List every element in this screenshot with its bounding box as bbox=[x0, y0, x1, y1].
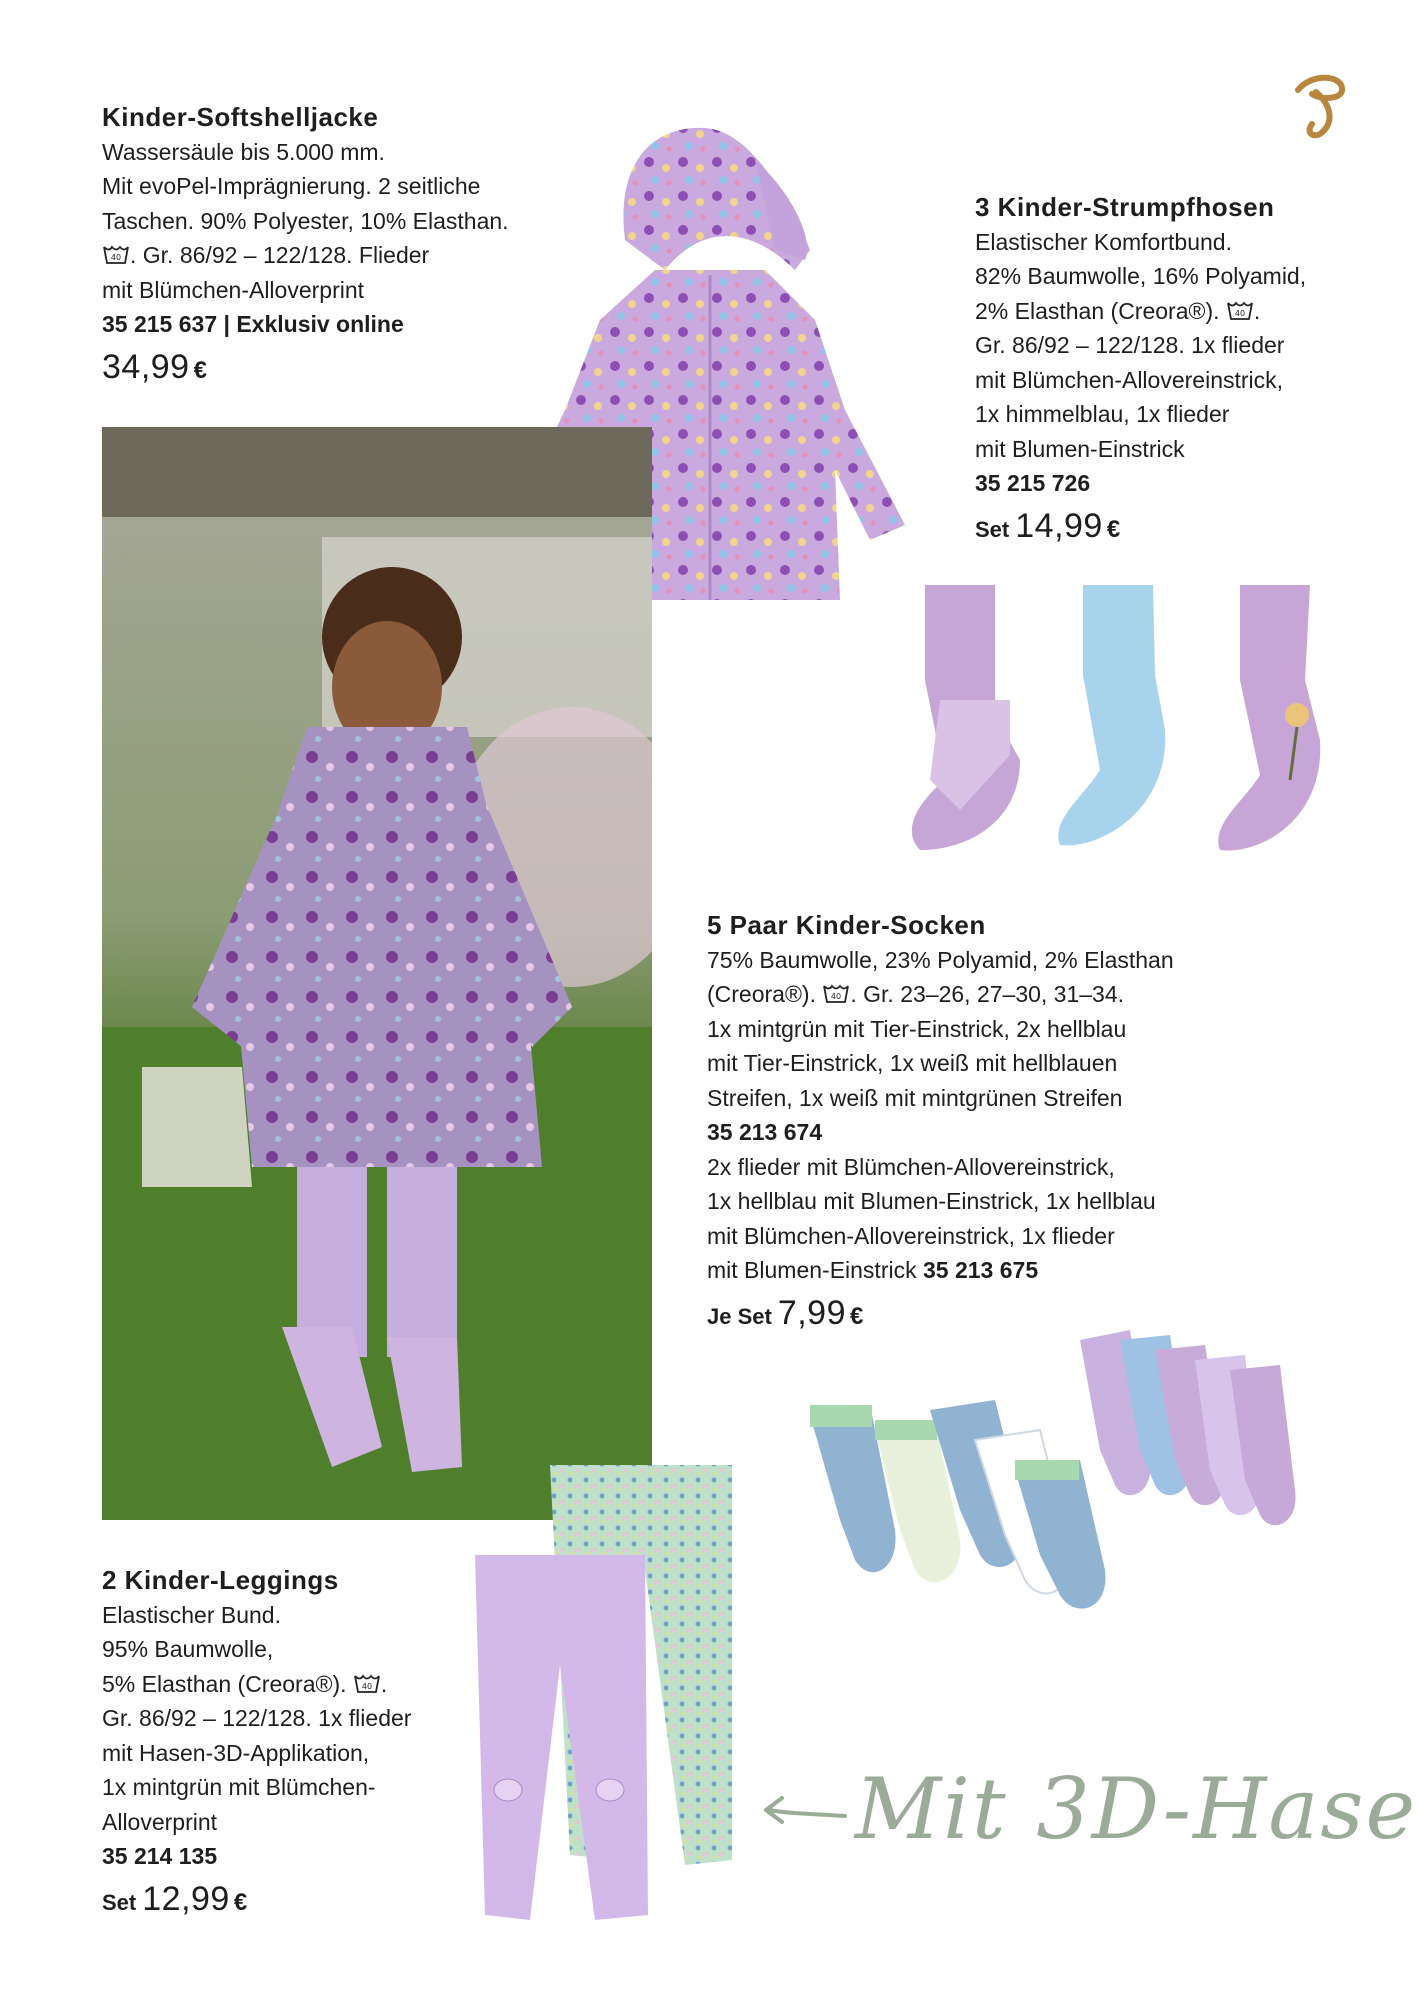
tights-line-5: 1x himmelblau, 1x flieder bbox=[975, 401, 1230, 427]
socks-line-b2: 1x hellblau mit Blumen-Einstrick, 1x hellblau bbox=[707, 1188, 1156, 1214]
socks-line-1: 75% Baumwolle, 23% Polyamid, 2% Elasthan bbox=[707, 946, 1174, 973]
jacket-line-after: mit Blümchen-Alloverprint bbox=[102, 276, 365, 303]
leggings-price-amount: 12,99 bbox=[142, 1879, 230, 1918]
jacket-line-2: Mit evoPel-Imprägnierung. 2 seitliche bbox=[102, 173, 481, 199]
socks-set-label: Je Set bbox=[707, 1303, 772, 1329]
leggings-price bbox=[102, 1879, 411, 1921]
socks-line-b1: 2x flieder mit Blümchen-Allovereinstrick, bbox=[707, 1153, 1115, 1180]
svg-text:40: 40 bbox=[110, 253, 122, 262]
svg-text:40: 40 bbox=[831, 992, 842, 1001]
leggings-care-suffix: . bbox=[380, 1670, 388, 1697]
leggings-product-image bbox=[470, 1460, 740, 1930]
tights-title: 3 Kinder-Strumpfhosen bbox=[975, 192, 1275, 222]
socks-product-image bbox=[800, 1320, 1320, 1640]
socks-line-a2: mit Tier-Einstrick, 1x weiß mit hellblauen bbox=[707, 1050, 1118, 1076]
socks-care-line bbox=[707, 977, 1174, 1012]
svg-text:40: 40 bbox=[1234, 308, 1245, 318]
socks-article-number-a: 35 213 674 bbox=[707, 1119, 823, 1145]
socks-line-b3: mit Blümchen-Allovereinstrick, 1x flieder bbox=[707, 1222, 1115, 1249]
tights-line-3: Gr. 86/92 – 122/128. 1x flieder bbox=[975, 332, 1285, 358]
wash-40-icon bbox=[353, 1673, 381, 1695]
jacket-line-3: Taschen. 90% Polyester, 10% Elasthan. bbox=[102, 207, 509, 234]
jacket-article-number: 35 215 637 | Exklusiv online bbox=[102, 311, 404, 337]
leggings-title: 2 Kinder-Leggings bbox=[102, 1565, 339, 1595]
leggings-line-b2: mit Hasen-3D-Applikation, bbox=[102, 1739, 370, 1766]
leggings-line-a1: Elastischer Bund. bbox=[102, 1601, 281, 1628]
leggings-line-b4: Alloverprint bbox=[102, 1808, 218, 1835]
leggings-care-prefix: 5% Elasthan (Creora®). bbox=[102, 1670, 347, 1697]
socks-price-amount: 7,99 bbox=[777, 1293, 847, 1332]
tights-care-line bbox=[975, 294, 1306, 329]
socks-care-prefix: (Creora®). bbox=[707, 981, 816, 1007]
socks-article-number-b: 35 213 675 bbox=[923, 1257, 1039, 1283]
wash-40-icon bbox=[102, 244, 130, 266]
tights-price bbox=[975, 506, 1306, 548]
jacket-line-1: Wassersäule bis 5.000 mm. bbox=[102, 138, 385, 165]
jacket-title: Kinder-Softshelljacke bbox=[102, 102, 379, 132]
child-lifestyle-photo bbox=[102, 427, 652, 1520]
socks-last-line bbox=[707, 1253, 1174, 1288]
socks-info bbox=[707, 908, 1174, 1334]
tights-product-image bbox=[900, 580, 1340, 860]
leggings-line-b1: Gr. 86/92 – 122/128. 1x flieder bbox=[102, 1705, 412, 1731]
leggings-info bbox=[102, 1563, 411, 1920]
tights-article-number: 35 215 726 bbox=[975, 470, 1091, 496]
socks-price-currency: € bbox=[850, 1302, 864, 1330]
tights-care-prefix: 2% Elasthan (Creora®). bbox=[975, 297, 1220, 324]
tights-care-suffix: . bbox=[1253, 297, 1261, 324]
leggings-article-number: 35 214 135 bbox=[102, 1843, 218, 1869]
tights-price-currency: € bbox=[1106, 515, 1121, 543]
tights-line-4: mit Blümchen-Allovereinstrick, bbox=[975, 366, 1284, 393]
leggings-line-a2: 95% Baumwolle, bbox=[102, 1636, 274, 1662]
jacket-info bbox=[102, 100, 509, 388]
tights-line-2: 82% Baumwolle, 16% Polyamid, bbox=[975, 263, 1307, 289]
tights-set-label: Set bbox=[975, 516, 1010, 542]
leggings-care-line bbox=[102, 1667, 411, 1702]
callout-text: Mit 3D-Hase bbox=[855, 1760, 1418, 1858]
leggings-line-b3: 1x mintgrün mit Blümchen- bbox=[102, 1774, 376, 1800]
socks-last-text: mit Blumen-Einstrick bbox=[707, 1257, 917, 1283]
jacket-price-amount: 34,99 bbox=[102, 347, 190, 386]
socks-care-suffix: . Gr. 23–26, 27–30, 31–34. bbox=[850, 981, 1125, 1007]
wash-40-icon bbox=[1226, 300, 1254, 322]
svg-text:40: 40 bbox=[361, 1681, 372, 1691]
leggings-price-currency: € bbox=[233, 1888, 248, 1916]
tights-info bbox=[975, 190, 1306, 547]
socks-line-a3: Streifen, 1x weiß mit mintgrünen Streifen bbox=[707, 1084, 1123, 1111]
tights-price-amount: 14,99 bbox=[1015, 506, 1103, 545]
tights-line-6: mit Blumen-Einstrick bbox=[975, 435, 1185, 462]
jacket-price bbox=[102, 347, 509, 389]
tchibo-logo-icon bbox=[1290, 70, 1350, 140]
jacket-care-line bbox=[102, 238, 509, 273]
jacket-price-currency: € bbox=[193, 356, 207, 384]
wash-40-icon bbox=[822, 983, 850, 1005]
tights-line-1: Elastischer Komfortbund. bbox=[975, 228, 1232, 255]
leggings-set-label: Set bbox=[102, 1889, 137, 1915]
socks-title: 5 Paar Kinder-Socken bbox=[707, 910, 986, 940]
jacket-sizes: . Gr. 86/92 – 122/128. Flieder bbox=[130, 242, 430, 268]
hand-drawn-arrow-left-icon bbox=[760, 1790, 850, 1830]
socks-line-a1: 1x mintgrün mit Tier-Einstrick, 2x hellblau bbox=[707, 1015, 1127, 1042]
